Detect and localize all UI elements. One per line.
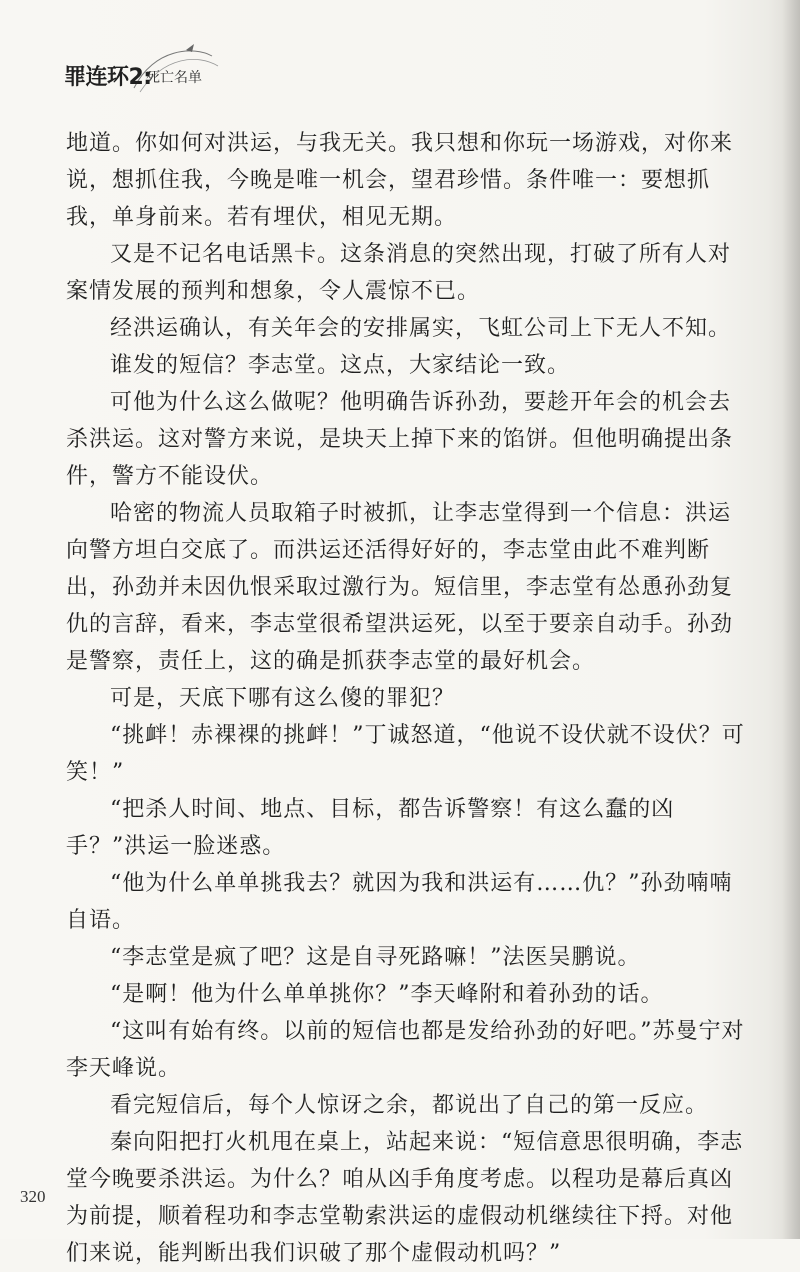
paragraph: “把杀人时间、地点、目标，都告诉警察！有这么蠢的凶手？”洪运一脸迷惑。 bbox=[66, 797, 675, 859]
running-header bbox=[60, 42, 320, 102]
paragraph: “这叫有始有终。以前的短信也都是发给孙劲的好吧。”苏曼宁对李天峰说。 bbox=[66, 1019, 745, 1081]
paragraph: “挑衅！赤裸裸的挑衅！”丁诚怒道，“他说不设伏就不设伏？可笑！” bbox=[66, 723, 745, 785]
spine-shadow bbox=[782, 0, 800, 1239]
paragraph: 谁发的短信？李志堂。这点，大家结论一致。 bbox=[110, 353, 571, 378]
paragraph: 可他为什么这么做呢？他明确告诉孙劲，要趁开年会的机会去杀洪运。这对警方来说，是块天上掉下来的馅饼。但他明确提出条件，警方不能设伏。 bbox=[66, 390, 734, 489]
paragraph: 地道。你如何对洪运，与我无关。我只想和你玩一场游戏，对你来说，想抓住我，今晚是唯一机会，望君珍惜。条件唯一：要想抓我，单身前来。若有埋伏，相见无期。 bbox=[66, 131, 734, 230]
paragraph: 哈密的物流人员取箱子时被抓，让李志堂得到一个信息：洪运向警方坦白交底了。而洪运还活得好好的，李志堂由此不难判断出，孙劲并未因仇恨采取过激行为。短信里，李志堂有怂恿孙劲复仇的言辞，看来，李志堂很希望洪运死，以至于要亲自动手。孙劲是警察，责任上，这的确是抓获李志堂的最好机会。 bbox=[66, 501, 734, 674]
body-text bbox=[66, 125, 746, 1272]
series-title: 罪连环2: bbox=[64, 65, 152, 90]
paragraph: 经洪运确认，有关年会的安排属实，飞虹公司上下无人不知。 bbox=[110, 316, 732, 341]
paragraph: “是啊！他为什么单单挑你？”李天峰附和着孙劲的话。 bbox=[110, 982, 664, 1007]
paragraph: 又是不记名电话黑卡。这条消息的突然出现，打破了所有人对案情发展的预判和想象，令人震惊不已。 bbox=[66, 242, 732, 304]
paragraph: “李志堂是疯了吧？这是自寻死路嘛！”法医吴鹏说。 bbox=[110, 945, 641, 970]
paragraph: 可是，天底下哪有这么傻的罪犯？ bbox=[110, 686, 456, 711]
paragraph: “他为什么单单挑我去？就因为我和洪运有……仇？”孙劲喃喃自语。 bbox=[66, 871, 733, 933]
book-subtitle: 死亡名单 bbox=[146, 70, 202, 86]
page-number: 320 bbox=[20, 1187, 46, 1206]
paragraph: 看完短信后，每个人惊讶之余，都说出了自己的第一反应。 bbox=[110, 1093, 709, 1118]
paragraph: 秦向阳把打火机甩在桌上，站起来说：“短信意思很明确，李志堂今晚要杀洪运。为什么？咱从凶手角度考虑。以程功是幕后真凶为前提，顺着程功和李志堂勒索洪运的虚假动机继续往下捋。对他们来说，能判断出我们识破了那个虚假动机吗？” bbox=[66, 1130, 744, 1266]
